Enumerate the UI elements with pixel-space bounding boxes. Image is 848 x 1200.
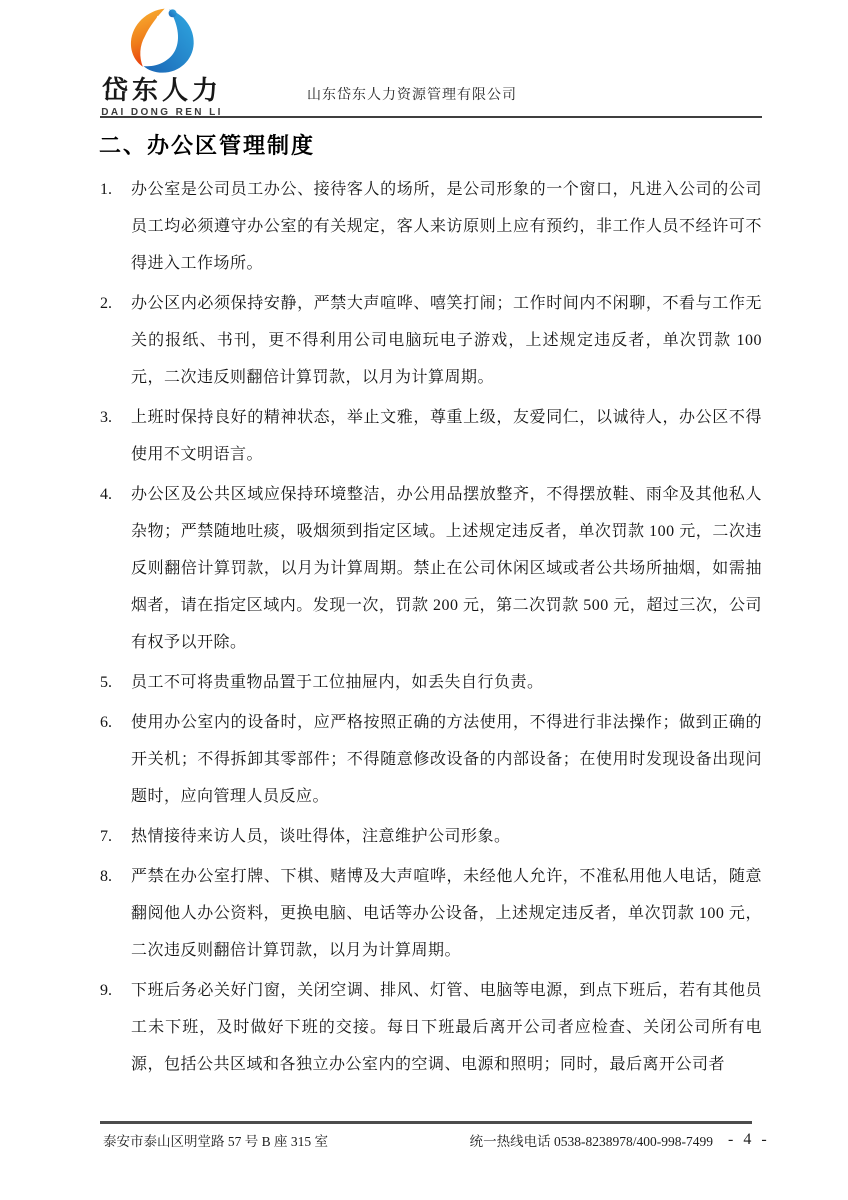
rule-item-text: 使用办公室内的设备时，应严格按照正确的方法使用，不得进行非法操作；做到正确的开关机；不得拆卸其零部件；不得随意修改设备的内部设备；在使用时发现设备出现问题时，应向管理人员反应。 <box>131 714 762 805</box>
rules-list <box>100 171 762 1086</box>
rule-item-text: 办公室是公司员工办公、接待客人的场所，是公司形象的一个窗口，凡进入公司的公司员工均必须遵守办公室的有关规定，客人来访原则上应有预约，非工作人员不经许可不得进入工作场所。 <box>131 181 762 272</box>
logo-swirl-icon <box>129 8 195 74</box>
header-divider <box>100 116 762 118</box>
page-number: - 4 - <box>728 1131 770 1148</box>
company-name: 山东岱东人力资源管理有限公司 <box>307 88 517 103</box>
rule-item-number: 7. <box>100 828 112 845</box>
rule-item-number: 2. <box>100 295 112 312</box>
rule-item <box>100 972 762 1083</box>
rule-item-text: 下班后务必关好门窗，关闭空调、排风、灯管、电脑等电源，到点下班后，若有其他员工未下班，及时做好下班的交接。每日下班最后离开公司者应检查、关闭公司所有电源，包括公共区域和各独立办公室内的空调、电源和照明；同时，最后离开公司者 <box>131 982 762 1073</box>
rule-item-number: 4. <box>100 486 112 503</box>
rule-item-text: 严禁在办公室打牌、下棋、赌博及大声喧哗，未经他人允许，不准私用他人电话，随意翻阅他人办公资料，更换电脑、电话等办公设备，上述规定违反者，单次罚款 100 元，二次违反则翻倍计算罚款，以月为计算周期。 <box>131 868 762 959</box>
rule-item <box>100 285 762 396</box>
rule-item <box>100 704 762 815</box>
footer-divider <box>100 1121 752 1124</box>
company-logo <box>94 8 230 118</box>
rule-item-text: 办公区及公共区域应保持环境整洁，办公用品摆放整齐，不得摆放鞋、雨伞及其他私人杂物；严禁随地吐痰，吸烟须到指定区域。上述规定违反者，单次罚款 100 元，二次违反则翻倍计算罚款，以月为计算周期。禁止在公司休闲区域或者公共场所抽烟，如需抽烟者，请在指定区域内。发现一次，罚款 200 元，第二次罚款 500 元，超过三次，公司有权予以开除。 <box>131 486 762 651</box>
rule-item <box>100 476 762 661</box>
rule-item-number: 9. <box>100 982 112 999</box>
rule-item-text: 热情接待来访人员，谈吐得体，注意维护公司形象。 <box>131 828 511 845</box>
rule-item <box>100 858 762 969</box>
rule-item-number: 8. <box>100 868 112 885</box>
rule-item-text: 上班时保持良好的精神状态，举止文雅，尊重上级，友爱同仁，以诚待人，办公区不得使用不文明语言。 <box>131 409 762 463</box>
rule-item-number: 1. <box>100 181 112 198</box>
logo-en-text: DAI DONG REN LI <box>101 107 223 118</box>
rule-item-number: 5. <box>100 674 112 691</box>
footer-address: 泰安市泰山区明堂路 57 号 B 座 315 室 <box>103 1134 329 1149</box>
section-title: 二、办公区管理制度 <box>99 133 316 158</box>
footer-hotline: 统一热线电话 0538-8238978/400-998-7499 <box>469 1134 713 1149</box>
rule-item-number: 3. <box>100 409 112 426</box>
rule-item <box>100 171 762 282</box>
rule-item-text: 办公区内必须保持安静，严禁大声喧哗、嘻笑打闹；工作时间内不闲聊，不看与工作无关的报纸、书刊，更不得利用公司电脑玩电子游戏，上述规定违反者，单次罚款 100 元，二次违反则翻倍计算罚款，以月为计算周期。 <box>131 295 762 386</box>
rule-item <box>100 664 762 701</box>
rule-item-text: 员工不可将贵重物品置于工位抽屉内，如丢失自行负责。 <box>131 674 544 691</box>
logo-cn-text: 岱东人力 <box>101 75 222 105</box>
rule-item <box>100 818 762 855</box>
rule-item-number: 6. <box>100 714 112 731</box>
rule-item <box>100 399 762 473</box>
